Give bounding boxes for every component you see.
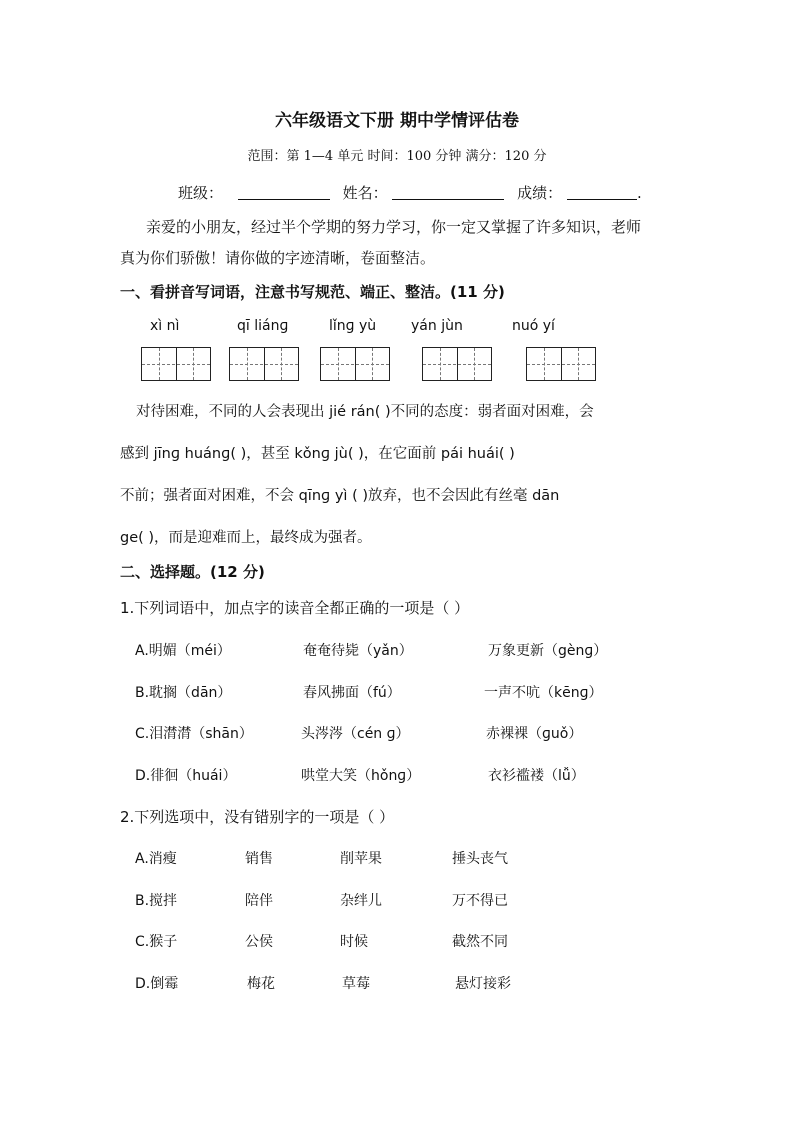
q1-option-a-3: 万象更新（gènɡ）: [488, 643, 608, 659]
pinyin-5: nuó yí: [512, 318, 555, 334]
writing-grid-5[interactable]: [526, 347, 596, 381]
q2-option-b-3: 杂绊儿: [340, 893, 382, 909]
exam-meta: 范围：第 1—4 单元 时间：100 分钟 满分：120 分: [247, 149, 547, 164]
q2-option-c-1[interactable]: C.猴子: [135, 934, 178, 950]
pinyin-3: lǐnɡ yù: [329, 318, 377, 334]
passage-line-1: 对待困难，不同的人会表现出 jié rán( )不同的态度：弱者面对困难，会: [136, 404, 594, 420]
writing-grid-3[interactable]: [320, 347, 390, 381]
q2-option-b-4: 万不得已: [452, 893, 508, 909]
q1-option-a-1[interactable]: A.明媚（méi）: [135, 643, 231, 659]
q2-option-c-2: 公侯: [245, 934, 273, 950]
score-blank[interactable]: [567, 183, 637, 200]
q2-stem: 2.下列选项中，没有错别字的一项是（ ）: [120, 808, 395, 826]
q2-option-d-4: 悬灯接彩: [455, 976, 511, 992]
q2-option-a-3: 削苹果: [340, 851, 382, 867]
page-title: 六年级语文下册 期中学情评估卷: [275, 111, 519, 131]
section2-heading: 二、选择题。(12 分): [120, 563, 265, 581]
pinyin-2: qī liánɡ: [237, 318, 289, 334]
q1-option-d-1[interactable]: D.徘徊（huái）: [135, 768, 237, 784]
student-info-line: [178, 182, 642, 203]
writing-grid-4[interactable]: [422, 347, 492, 381]
q2-option-d-2: 梅花: [247, 976, 275, 992]
q1-option-c-3: 赤裸裸（ɡuǒ）: [486, 726, 583, 742]
q2-option-c-3: 时候: [340, 934, 368, 950]
q1-option-b-2: 春风拂面（fú）: [303, 685, 401, 701]
q2-option-a-4: 捶头丧气: [452, 851, 508, 867]
q2-option-a-1[interactable]: A.消瘦: [135, 851, 177, 867]
section1-heading: 一、看拼音写词语，注意书写规范、端正、整洁。(11 分): [120, 283, 505, 301]
q1-option-b-3: 一声不吭（kēnɡ）: [484, 685, 603, 701]
q1-option-a-2: 奄奄待毙（yǎn）: [303, 643, 413, 659]
intro-line-1: 亲爱的小朋友，经过半个学期的努力学习，你一定又掌握了许多知识，老师: [146, 218, 642, 236]
name-blank[interactable]: [392, 183, 504, 200]
q1-option-c-1[interactable]: C.泪潸潸（shān）: [135, 726, 253, 742]
q2-option-b-2: 陪伴: [245, 893, 273, 909]
q1-option-b-1[interactable]: B.耽搁（dān）: [135, 685, 232, 701]
q1-option-c-2: 头涔涔（cén ɡ）: [301, 726, 410, 742]
pinyin-4: yán jùn: [411, 318, 463, 334]
intro-line-2: 真为你们骄傲！请你做的字迹清晰，卷面整洁。: [120, 249, 436, 267]
pinyin-1: xì nì: [150, 318, 180, 334]
q2-option-a-2: 销售: [245, 851, 273, 867]
q1-stem: 1.下列词语中，加点字的读音全都正确的一项是（ ）: [120, 599, 470, 617]
q2-option-d-3: 草莓: [342, 976, 370, 992]
q2-option-b-1[interactable]: B.搅拌: [135, 893, 178, 909]
score-label: 成绩：: [517, 184, 563, 202]
q1-option-d-2: 哄堂大笑（hǒnɡ）: [301, 768, 421, 784]
q2-option-c-4: 截然不同: [452, 934, 508, 950]
q1-option-d-3: 衣衫褴褛（lǚ）: [488, 768, 585, 784]
writing-grid-2[interactable]: [229, 347, 299, 381]
class-label: 班级：: [178, 184, 224, 202]
writing-grid-1[interactable]: [141, 347, 211, 381]
passage-line-3: 不前；强者面对困难，不会 qīnɡ yì ( )放弃，也不会因此有丝毫 dān: [120, 488, 560, 504]
end-dot: .: [636, 184, 642, 202]
passage-line-4: ge( )，而是迎难而上，最终成为强者。: [120, 530, 372, 546]
q2-option-d-1[interactable]: D.倒霉: [135, 976, 179, 992]
class-blank[interactable]: [238, 183, 330, 200]
name-label: 姓名：: [342, 184, 388, 202]
passage-line-2: 感到 jīnɡ huánɡ( )，甚至 kǒnɡ jù( )，在它面前 pái huái( ): [120, 446, 515, 462]
